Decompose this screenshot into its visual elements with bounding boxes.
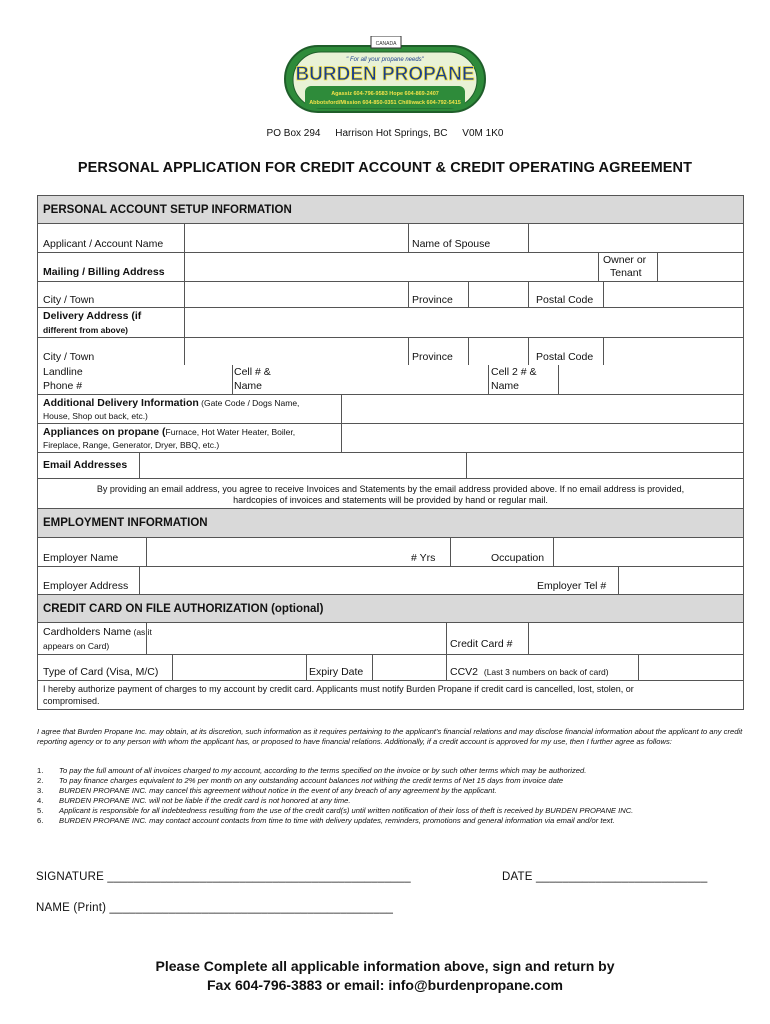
employer-address-label: Employer Address — [43, 580, 129, 592]
city-field[interactable] — [184, 281, 408, 307]
email-label: Email Addresses — [43, 459, 128, 471]
years-field[interactable] — [450, 538, 490, 566]
address-postal: V0M 1K0 — [462, 128, 504, 139]
postal-code-field[interactable] — [603, 281, 743, 307]
province-field[interactable] — [468, 281, 528, 307]
card-authorization-text: I hereby authorize payment of charges to my account by credit card. Applicants must notify Burden Propane if credit card is cancelled, lost, stolen, or compromised. — [43, 684, 634, 706]
employer-tel-label: Employer Tel # — [537, 580, 607, 592]
years-label: # Yrs — [411, 552, 436, 564]
additional-delivery-sublabel: House, Shop out back, etc.) — [43, 411, 148, 421]
employer-tel-field[interactable] — [618, 566, 743, 594]
landline-label: Landline — [43, 366, 83, 378]
cardholder-label: Cardholders Name (as it — [43, 626, 152, 638]
mailing-address-label: Mailing / Billing Address — [43, 266, 165, 278]
cell1-name-label: Name — [234, 380, 263, 392]
section-header-credit-card: CREDIT CARD ON FILE AUTHORIZATION (optional) — [38, 594, 743, 623]
ccv2-field[interactable] — [638, 654, 743, 680]
po-box: PO Box 294 — [266, 128, 321, 139]
cell2-name-label: Name — [491, 380, 520, 392]
signature-line[interactable]: SIGNATURE ______________________________________________ — [36, 871, 411, 883]
owner-tenant-field[interactable] — [657, 252, 743, 281]
delivery-postal-field[interactable] — [603, 337, 743, 365]
logo-phones-line1: Agassiz 604-796-9583 Hope 604-869-2407 — [331, 91, 439, 97]
date-line[interactable]: DATE __________________________ — [502, 871, 708, 883]
logo-brand: BURDEN PROPANE — [295, 64, 475, 85]
term-item: 5. Applicant is responsible for all indebtedness resulting from the use of the credit card(s) until written notification of their loss of theft is received by BURDEN PROPANE INC. — [37, 806, 634, 815]
cardholder-sublabel: appears on Card) — [43, 641, 110, 651]
credit-application-form — [37, 195, 744, 710]
ccv2-label: CCV2 (Last 3 numbers on back of card) — [450, 666, 609, 678]
logo-badge: CANADA — [375, 41, 397, 47]
delivery-province-field[interactable] — [468, 337, 528, 365]
city-label: City / Town — [43, 294, 95, 306]
credit-card-number-field[interactable] — [528, 623, 743, 654]
delivery-address-sublabel: different from above) — [43, 325, 129, 335]
cardholder-name-field[interactable] — [146, 623, 446, 654]
cell2-field[interactable] — [558, 365, 743, 394]
terms-list — [37, 766, 747, 826]
address-city: Harrison Hot Springs, BC — [335, 128, 448, 139]
credit-card-number-label: Credit Card # — [450, 638, 513, 650]
appliances-field[interactable] — [341, 423, 743, 452]
employer-address-field[interactable] — [139, 566, 534, 594]
term-item: 2. To pay finance charges equivalent to 2% per month on any outstanding account balances not withing the credit terms of Net 15 days from invoice date — [37, 776, 564, 785]
page-title: PERSONAL APPLICATION FOR CREDIT ACCOUNT & CREDIT OPERATING AGREEMENT — [77, 160, 693, 176]
tenant-label: Tenant — [610, 267, 642, 279]
cell1-field[interactable] — [288, 365, 488, 394]
occupation-label: Occupation — [491, 552, 545, 564]
email-field-2[interactable] — [466, 452, 743, 478]
section-header-employment: EMPLOYMENT INFORMATION — [38, 508, 743, 538]
cell1-label: Cell # & — [234, 366, 271, 378]
footer-line-1: Please Complete all applicable information above, sign and return by — [155, 958, 615, 974]
section-header-personal: PERSONAL ACCOUNT SETUP INFORMATION — [38, 195, 743, 224]
company-address — [0, 128, 770, 139]
logo-tagline: " For all your propane needs" — [346, 57, 424, 63]
delivery-city-label: City / Town — [43, 351, 95, 363]
print-name-line[interactable]: NAME (Print) ___________________________________________ — [36, 902, 394, 914]
province-label: Province — [412, 294, 453, 306]
delivery-address-label: Delivery Address (if — [43, 310, 142, 322]
email-field-1[interactable] — [139, 452, 466, 478]
employer-name-label: Employer Name — [43, 552, 119, 564]
term-item: 3. BURDEN PROPANE INC. may cancel this agreement without notice in the event of any breach of any agreement by the applicant. — [37, 786, 497, 795]
occupation-field[interactable] — [553, 538, 743, 566]
agreement-paragraph: I agree that Burden Propane Inc. may obtain, at its discretion, such information as it requires pertaining to the applicant’s financial relations and may disclose financial information about the applicant to any credit reporting agency or to any person with whom the applicant has, or proposed to have financial relations. Additionally, if a credit account is approved for my use, then I further agree as follows: — [37, 727, 743, 746]
owner-label: Owner or — [603, 254, 647, 266]
term-item: 4. BURDEN PROPANE INC. will not be liable if the credit card is not honored at any time. — [37, 796, 351, 805]
employer-name-field[interactable] — [146, 538, 408, 566]
additional-delivery-label: Additional Delivery Information (Gate Code / Dogs Name, — [43, 397, 300, 409]
additional-delivery-field[interactable] — [341, 394, 743, 423]
expiry-label: Expiry Date — [309, 666, 364, 678]
cell2-label: Cell 2 # & — [491, 366, 537, 378]
applicant-label: Applicant / Account Name — [43, 238, 164, 250]
card-type-label: Type of Card (Visa, M/C) — [43, 666, 159, 678]
email-consent-note: By providing an email address, you agree to receive Invoices and Statements by the email address provided above. If no email address is provided, hardcopies of invoices and statements will be provided by hand or regular mail. — [96, 484, 685, 505]
logo-phones-line2: Abbotsford/Mission 604-850-0351 Chilliwack 604-792-5415 — [309, 100, 461, 106]
term-item: 6. BURDEN PROPANE INC. may contact account contacts from time to time with delivery updates, reminders, promotions and general information via email and/or text. — [37, 816, 615, 825]
delivery-province-label: Province — [412, 351, 453, 363]
term-item: 1. To pay the full amount of all invoices charged to my account, according to the terms specified on the invoice or by such other terms which may be authorized. — [37, 766, 587, 775]
spouse-name-field[interactable] — [528, 224, 743, 252]
phone-label: Phone # — [43, 380, 83, 392]
spouse-label: Name of Spouse — [412, 238, 491, 250]
delivery-city-field[interactable] — [184, 337, 408, 365]
propane-tank-logo — [283, 36, 487, 114]
expiry-field[interactable] — [372, 654, 446, 680]
appliances-label: Appliances on propane (Furnace, Hot Water Heater, Boiler, — [43, 426, 296, 438]
applicant-name-field[interactable] — [184, 224, 408, 252]
delivery-postal-label: Postal Code — [536, 351, 594, 363]
landline-phone-field[interactable] — [128, 365, 232, 394]
footer-line-2: Fax 604-796-3883 or email: info@burdenpropane.com — [207, 977, 563, 993]
postal-code-label: Postal Code — [536, 294, 594, 306]
appliances-sublabel: Fireplace, Range, Generator, Dryer, BBQ, etc.) — [43, 440, 220, 450]
company-logo — [283, 36, 487, 114]
footer-instructions — [0, 957, 770, 995]
mailing-address-field[interactable] — [184, 252, 598, 281]
delivery-address-field[interactable] — [184, 307, 743, 337]
card-type-field[interactable] — [172, 654, 306, 680]
